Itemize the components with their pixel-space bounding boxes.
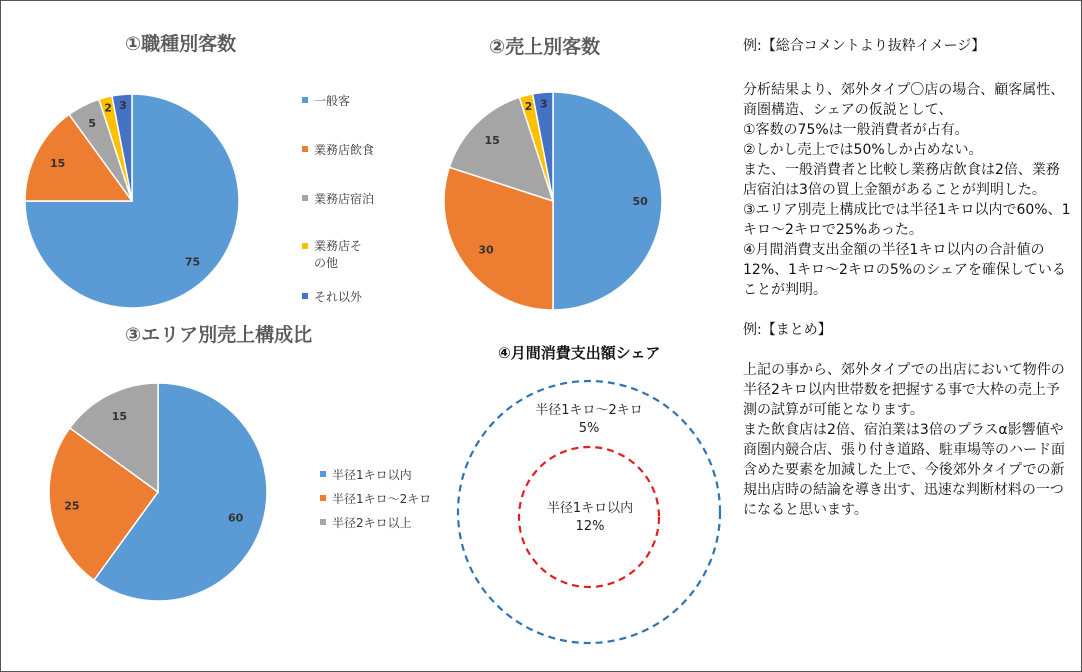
legend-label: 業務店宿泊 — [314, 192, 375, 206]
chart2-title: ②売上別客数 — [489, 36, 601, 58]
comment-heading: 例:【総合コメントより抜粋イメージ】 — [743, 38, 986, 54]
data-label: 25 — [64, 499, 80, 513]
spacer — [743, 300, 1073, 320]
outer-ring-label: 半径1キロ〜2キロ — [535, 403, 643, 418]
data-label: 60 — [228, 511, 244, 525]
comment-line: 分析結果より、郊外タイプ〇店の場合、顧客属性、商圏構造、シェアの仮説として、 — [743, 82, 1065, 118]
data-label: 3 — [539, 97, 548, 111]
comment-line: ①客数の75%は一般消費者が占有。 — [743, 122, 969, 138]
data-label: 75 — [184, 255, 201, 269]
outer-ring-annotation — [519, 402, 659, 438]
data-label: 15 — [111, 410, 128, 424]
legend-label: それ以外 — [314, 290, 363, 304]
comment-line: ④月間消費支出金額の半径1キロ以内の合計値の12%、1キロ〜2キロの5%のシェアを確保していることが判明。 — [743, 242, 1066, 298]
data-label: 30 — [478, 243, 494, 257]
legend-label: 半径2キロ以上 — [332, 516, 412, 530]
chart3-title: ③エリア別売上構成比 — [125, 324, 313, 346]
data-label: 3 — [119, 99, 127, 113]
chart1-title: ①職種別客数 — [125, 33, 237, 55]
spacer — [743, 56, 1073, 80]
inner-ring-annotation — [530, 500, 650, 536]
data-label: 5 — [88, 116, 97, 130]
legend-label: 半径1キロ以内 — [332, 468, 412, 482]
legend-label: 半径1キロ〜2キロ — [332, 492, 432, 506]
summary-line: また飲食店は2倍、宿泊業は3倍のプラスα影響値や商圏内競合店、張り付き道路、駐車場等のハード面含めた要素を加減した上で、今後郊外タイプでの新規出店時の結論を導き出す、迅速な判断材料の一つになると思います。 — [743, 422, 1065, 518]
inner-ring-label: 半径1キロ以内 — [546, 501, 634, 516]
comment-panel — [743, 36, 1073, 520]
legend-label: 業務店その他 — [314, 239, 363, 270]
data-label: 2 — [524, 100, 533, 113]
comment-line: ③エリア別売上構成比では半径1キロ以内で60%、1キロ〜2キロで25%あった。 — [743, 202, 1071, 238]
data-label: 15 — [484, 134, 500, 148]
data-label: 15 — [49, 157, 66, 171]
summary-line: 上記の事から、郊外タイプでの出店において物件の半径2キロ以内世帯数を把握する事で大枠の売上予測の試算が可能となります。 — [743, 362, 1065, 418]
chart4-title: ④月間消費支出額シェア — [498, 344, 661, 362]
inner-ring-value: 12% — [575, 519, 605, 534]
legend-label: 一般客 — [314, 94, 351, 108]
outer-ring-value: 5% — [578, 421, 600, 436]
data-label: 50 — [632, 195, 648, 208]
spacer — [743, 340, 1073, 360]
comment-line: また、一般消費者と比較し業務店飲食は2倍、業務店宿泊は3倍の買上金額があることが判明した。 — [743, 162, 1060, 198]
data-label: 2 — [104, 101, 112, 115]
legend-label: 業務店飲食 — [314, 143, 375, 157]
summary-heading: 例:【まとめ】 — [743, 322, 832, 338]
comment-line: ②しかし売上では50%しか占めない。 — [743, 142, 983, 158]
